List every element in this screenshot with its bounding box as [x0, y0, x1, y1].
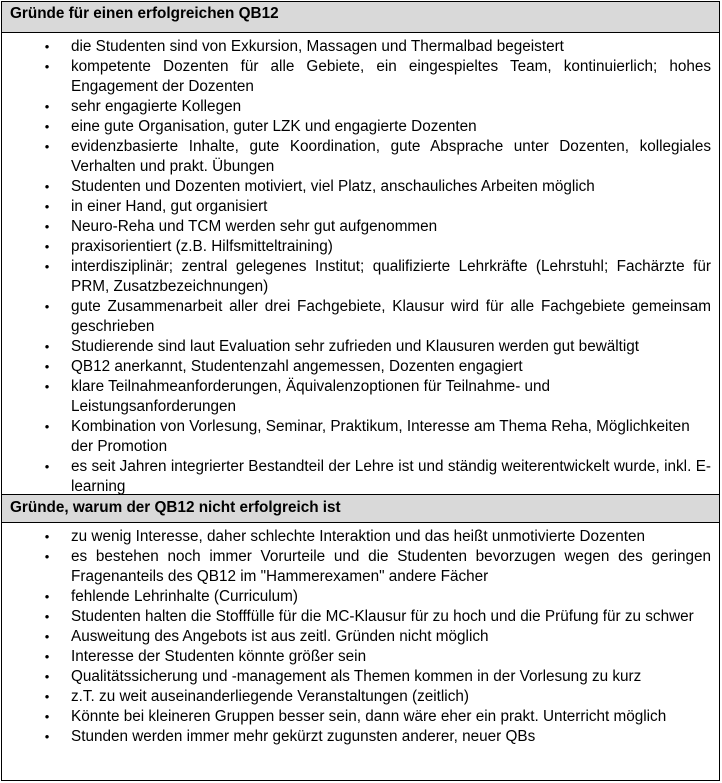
list-item [2, 417, 711, 457]
bullet-icon: • [44, 219, 50, 234]
list-item-text: Studenten halten die Stofffülle für die MC-Klausur für zu hoch und die Prüfung für zu schwer [71, 608, 694, 625]
reason-list-success [2, 37, 711, 497]
list-item [2, 527, 711, 547]
bullet-icon: • [44, 649, 50, 664]
list-item-text: evidenzbasierte Inhalte, gute Koordination, gute Absprache unter Dozenten, kollegiales Verhalten und prakt. Übungen [71, 138, 711, 175]
section-body-failure [2, 523, 719, 747]
bullet-icon: • [44, 729, 50, 744]
list-item [2, 297, 711, 337]
list-item-text: es bestehen noch immer Vorurteile und die Studenten bevorzugen wegen des geringen Fragenanteils des QB12 im "Hammerexamen" andere Fächer [71, 548, 711, 585]
section-header-failure [2, 494, 719, 523]
section-title: Gründe, warum der QB12 nicht erfolgreich ist [10, 499, 341, 516]
bullet-icon: • [44, 379, 50, 394]
bullet-icon: • [44, 179, 50, 194]
bullet-icon: • [44, 359, 50, 374]
section-body-success [2, 33, 719, 494]
bullet-icon: • [44, 299, 50, 314]
list-item-text: Neuro-Reha und TCM werden sehr gut aufgenommen [71, 218, 438, 235]
list-item [2, 607, 711, 627]
list-item-text: in einer Hand, gut organisiert [71, 198, 268, 215]
list-item [2, 667, 711, 687]
bullet-icon: • [44, 339, 50, 354]
list-item [2, 217, 711, 237]
bullet-icon: • [44, 629, 50, 644]
list-item-text: interdisziplinär; zentral gelegenes Institut; qualifizierte Lehrkräfte (Lehrstuhl; Fachärzte für PRM, Zusatzbezeichnungen) [71, 258, 711, 295]
bullet-icon: • [44, 119, 50, 134]
bullet-icon: • [44, 199, 50, 214]
reasons-table [1, 1, 720, 781]
list-item-text: Ausweitung des Angebots ist aus zeitl. Gründen nicht möglich [71, 628, 489, 645]
list-item [2, 647, 711, 667]
list-item-text: fehlende Lehrinhalte (Curriculum) [71, 588, 299, 605]
list-item-text: praxisorientiert (z.B. Hilfsmitteltraining) [71, 238, 333, 255]
list-item [2, 377, 711, 417]
bullet-icon: • [44, 59, 50, 74]
list-item-text: gute Zusammenarbeit aller drei Fachgebiete, Klausur wird für alle Fachgebiete gemeinsam geschrieben [71, 298, 711, 335]
list-item-text: es seit Jahren integrierter Bestandteil der Lehre ist und ständig weiterentwickelt wurde, inkl. E-learning [71, 458, 711, 495]
list-item-text: zu wenig Interesse, daher schlechte Interaktion und das heißt unmotivierte Dozenten [71, 528, 645, 545]
section-title: Gründe für einen erfolgreichen QB12 [10, 5, 279, 22]
list-item-text: eine gute Organisation, guter LZK und engagierte Dozenten [71, 118, 477, 135]
bullet-icon: • [44, 99, 50, 114]
list-item [2, 177, 711, 197]
list-item-text: Qualitätssicherung und -management als Themen kommen in der Vorlesung zu kurz [71, 668, 642, 685]
list-item [2, 687, 711, 707]
list-item-text: Stunden werden immer mehr gekürzt zugunsten anderer, neuer QBs [71, 728, 536, 745]
list-item [2, 707, 711, 727]
list-item-text: Kombination von Vorlesung, Seminar, Praktikum, Interesse am Thema Reha, Möglichkeiten der Promotion [71, 418, 690, 455]
list-item-text: Könnte bei kleineren Gruppen besser sein, dann wäre eher ein prakt. Unterricht möglich [71, 708, 667, 725]
list-item [2, 37, 711, 57]
list-item [2, 97, 711, 117]
list-item [2, 337, 711, 357]
list-item-text: z.T. zu weit auseinanderliegende Veranstaltungen (zeitlich) [71, 688, 469, 705]
list-item [2, 117, 711, 137]
list-item-text: Interesse der Studenten könnte größer sein [71, 648, 367, 665]
bullet-icon: • [44, 549, 50, 564]
list-item [2, 357, 711, 377]
bullet-icon: • [44, 259, 50, 274]
section-header-success [2, 2, 719, 33]
list-item [2, 627, 711, 647]
bullet-icon: • [44, 709, 50, 724]
list-item [2, 727, 711, 747]
list-item-text: Studierende sind laut Evaluation sehr zufrieden und Klausuren werden gut bewältigt [71, 338, 640, 355]
list-item-text: Studenten und Dozenten motiviert, viel Platz, anschauliches Arbeiten möglich [71, 178, 595, 195]
list-item-text: kompetente Dozenten für alle Gebiete, ein eingespieltes Team, kontinuierlich; hohes Engagement der Dozenten [71, 58, 711, 95]
bullet-icon: • [44, 39, 50, 54]
bullet-icon: • [44, 529, 50, 544]
list-item [2, 237, 711, 257]
list-item-text: QB12 anerkannt, Studentenzahl angemessen, Dozenten engagiert [71, 358, 523, 375]
list-item [2, 587, 711, 607]
list-item [2, 547, 711, 587]
list-item [2, 457, 711, 497]
bullet-icon: • [44, 589, 50, 604]
list-item [2, 57, 711, 97]
list-item [2, 137, 711, 177]
list-item-text: klare Teilnahmeanforderungen, Äquivalenzoptionen für Teilnahme- und Leistungsanforderungen [71, 378, 551, 415]
bullet-icon: • [44, 419, 50, 434]
list-item-text: sehr engagierte Kollegen [71, 98, 242, 115]
bullet-icon: • [44, 139, 50, 154]
reason-list-failure [2, 527, 711, 747]
list-item [2, 257, 711, 297]
list-item [2, 197, 711, 217]
bullet-icon: • [44, 609, 50, 624]
bullet-icon: • [44, 459, 50, 474]
bullet-icon: • [44, 689, 50, 704]
bullet-icon: • [44, 669, 50, 684]
list-item-text: die Studenten sind von Exkursion, Massagen und Thermalbad begeistert [71, 38, 564, 55]
bullet-icon: • [44, 239, 50, 254]
